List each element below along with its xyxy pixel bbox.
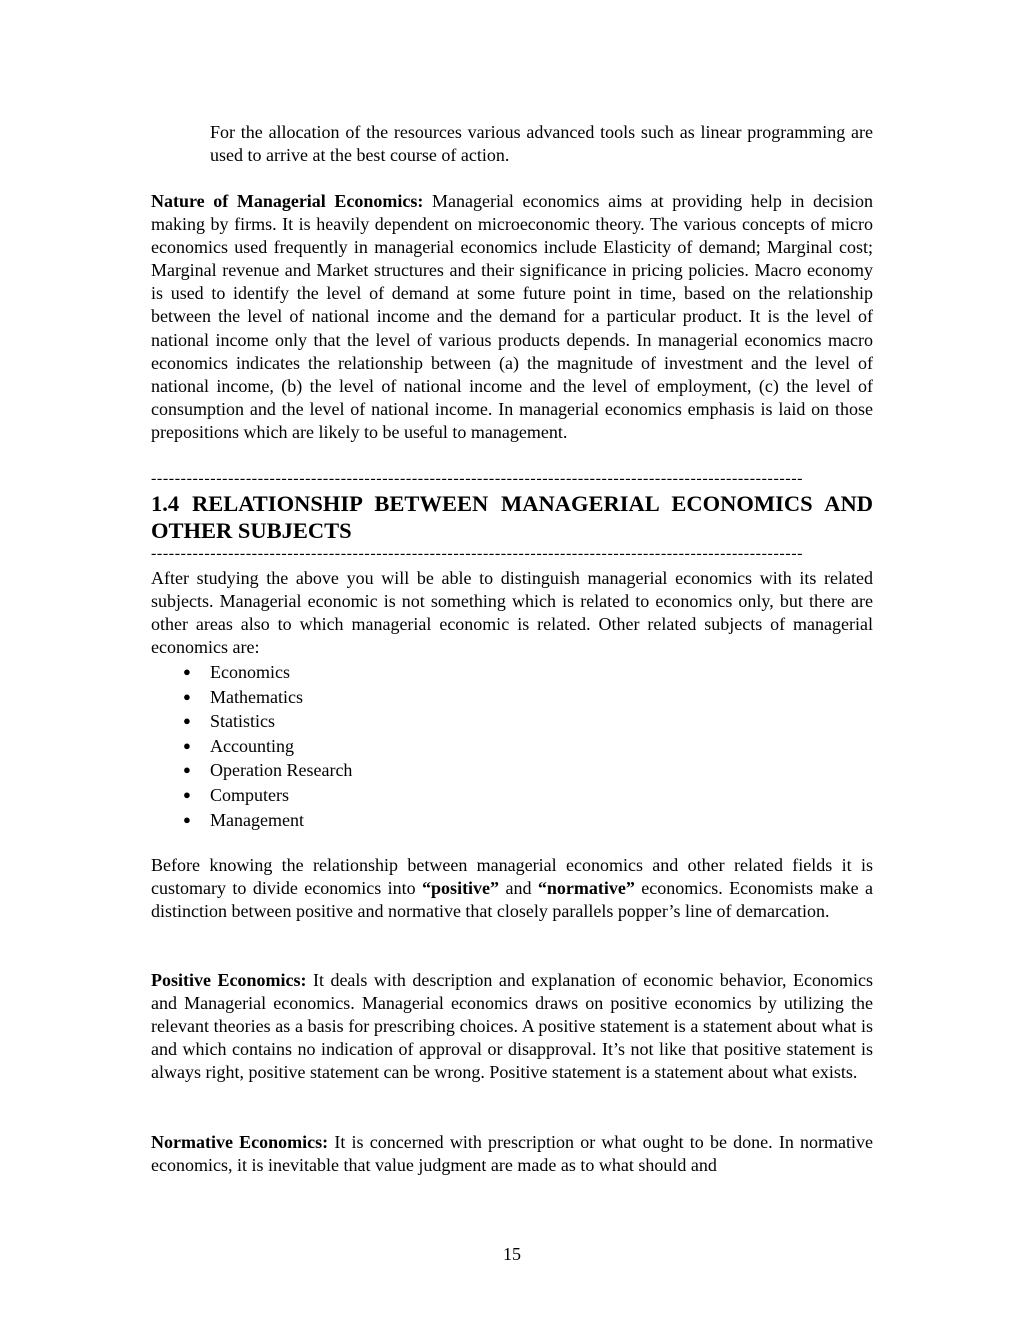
page-number: 15 bbox=[503, 1244, 521, 1264]
list-item: ● Management bbox=[151, 808, 352, 833]
bullet-icon: ● bbox=[183, 811, 191, 827]
normative-term: “normative” bbox=[537, 878, 635, 899]
separator-line-top: -------------------------------------------------------------------------------------------------------------- bbox=[151, 470, 804, 487]
before-paragraph: Before knowing the relationship between managerial economics and other related fields it is customary to divide economics into “positive” and “normative” economics. Economists make a distinction between positive and normative that closely parallels popper’s line of demarcation. bbox=[151, 855, 873, 922]
section-intro-text: After studying the above you will be able to distinguish managerial economics with its related subjects. Managerial economic is not something which is related to economics only, but there are other areas also to which managerial economic is related. Other related subjects of managerial economics are: bbox=[151, 568, 873, 658]
section-intro-paragraph bbox=[151, 567, 873, 659]
positive-heading: Positive Economics: bbox=[151, 970, 307, 990]
positive-economics-paragraph bbox=[151, 969, 873, 1084]
normative-heading: Normative Economics: bbox=[151, 1132, 329, 1152]
subjects-list bbox=[151, 660, 352, 832]
bullet-icon: ● bbox=[183, 737, 191, 753]
bullet-icon: ● bbox=[183, 664, 191, 679]
list-item: ● Operation Research bbox=[151, 758, 352, 783]
list-item: ● Accounting bbox=[151, 734, 352, 759]
list-item: ● Mathematics bbox=[151, 685, 352, 710]
separator-line-bottom: -------------------------------------------------------------------------------------------------------------- bbox=[151, 545, 804, 562]
intro-paragraph bbox=[210, 121, 873, 167]
normative-text: It is concerned with prescription or what ought to be done. In normative economics, it is inevitable that value judgment are made as to what should and bbox=[151, 1132, 873, 1176]
intro-text: For the allocation of the resources various advanced tools such as linear programming are used to arrive at the best course of action. bbox=[210, 122, 873, 166]
bullet-icon: ● bbox=[183, 688, 191, 704]
list-item: ● Computers bbox=[151, 783, 352, 808]
nature-heading: Nature of Managerial Economics: bbox=[151, 191, 424, 211]
bullet-icon: ● bbox=[183, 713, 191, 729]
positive-text: It deals with description and explanation of economic behavior, Economics and Managerial economics. Managerial economics draws on positive economics by utilizing the relevant theories as a basis for prescribing choices. A positive statement is a statement about what is and which contains no indication of approval or disapproval. It’s not like that positive statement is always right, positive statement can be wrong. Positive statement is a statement about what exists. bbox=[151, 970, 873, 1083]
normative-economics-paragraph bbox=[151, 1131, 873, 1177]
list-item: ● Economics bbox=[151, 660, 352, 685]
positive-term: “positive” bbox=[422, 878, 500, 899]
list-item: ● Statistics bbox=[151, 709, 352, 734]
nature-paragraph bbox=[151, 190, 873, 444]
section-heading: 1.4 RELATIONSHIP BETWEEN MANAGERIAL ECONOMICS AND OTHER SUBJECTS bbox=[151, 491, 873, 543]
bullet-icon: ● bbox=[183, 762, 191, 778]
bullet-icon: ● bbox=[183, 786, 191, 802]
nature-text: Managerial economics aims at providing help in decision making by firms. It is heavily dependent on microeconomic theory. The various concepts of micro economics used frequently in managerial economics include Elasticity of demand; Marginal cost; Marginal revenue and Market structures and their significance in pricing policies. Macro economy is used to identify the level of demand at some future point in time, based on the relationship between the level of national income and the demand for a particular product. It is the level of national income only that the level of various products depends. In managerial economics macro economics indicates the relationship between (a) the magnitude of investment and the level of national income, (b) the level of national income and the level of employment, (c) the level of consumption and the level of national income. In managerial economics emphasis is laid on those prepositions which are likely to be useful to management. bbox=[151, 191, 873, 442]
